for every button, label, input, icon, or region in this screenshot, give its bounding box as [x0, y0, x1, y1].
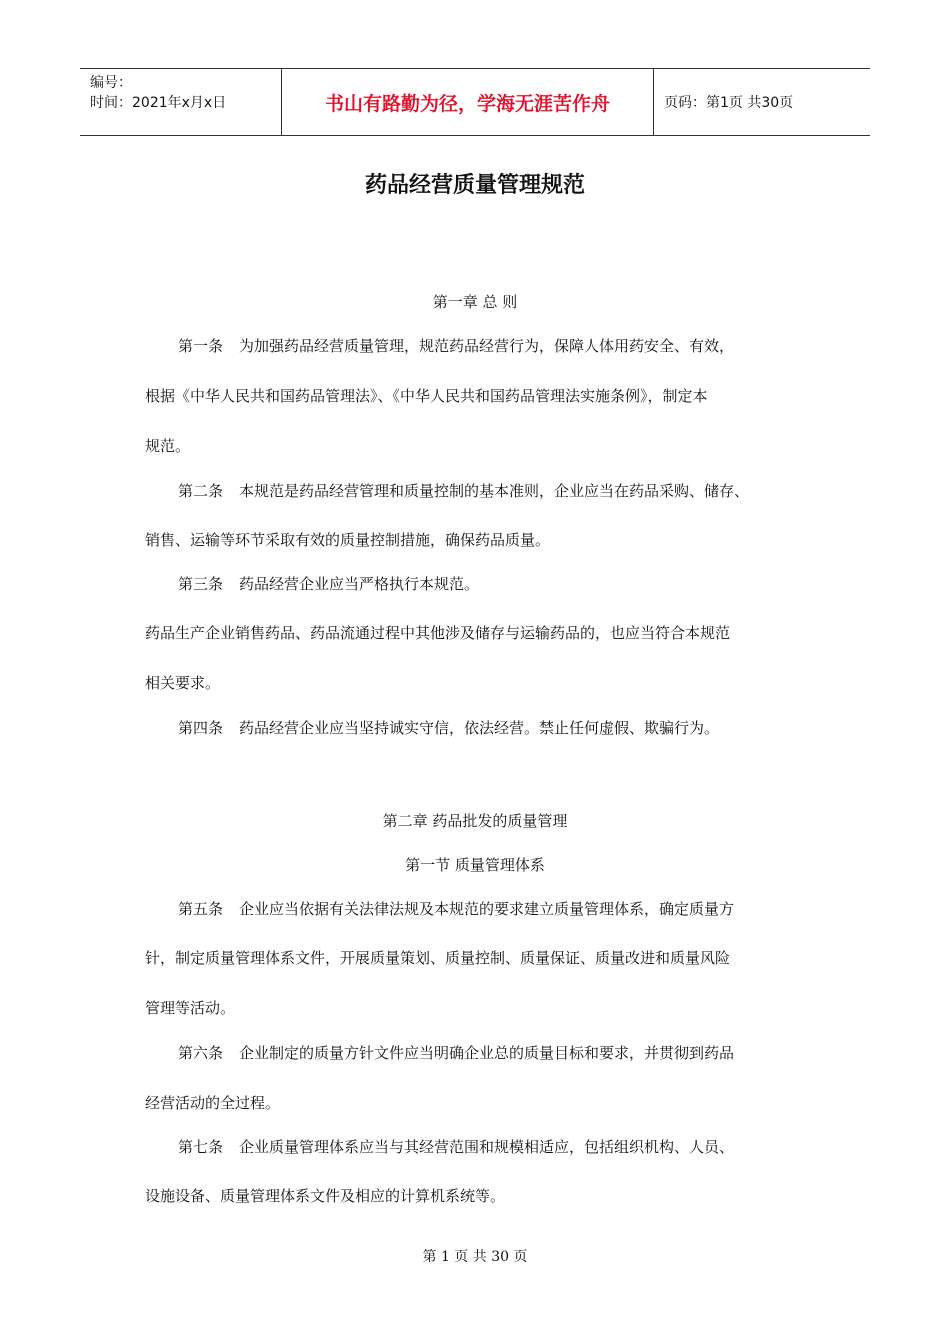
article-4-text: 药品经营企业应当坚持诚实守信，依法经营。禁止任何虚假、欺骗行为。	[239, 719, 720, 737]
document-title: 药品经营质量管理规范	[364, 173, 585, 198]
article-5-text: 企业应当依据有关法律法规及本规范的要求建立质量管理体系，确定质量方	[239, 900, 735, 918]
article-6-number: 第六条	[178, 1044, 224, 1062]
article-2-line-2: 销售、运输等环节采取有效的质量控制措施，确保药品质量。	[145, 531, 551, 549]
page-footer: 第 1 页 共 30 页	[422, 1249, 528, 1265]
article-3-line-3: 相关要求。	[145, 674, 221, 692]
article-7-text: 企业质量管理体系应当与其经营范围和规模相适应，包括组织机构、人员、	[239, 1138, 735, 1156]
article-1-line-1	[178, 335, 734, 356]
article-2-text: 本规范是药品经营管理和质量控制的基本准则，企业应当在药品采购、储存、	[239, 482, 750, 500]
header-meta	[80, 69, 281, 135]
article-5-line-3: 管理等活动。	[145, 999, 236, 1017]
article-3-number: 第三条	[178, 575, 224, 593]
article-3-line-2: 药品生产企业销售药品、药品流通过程中其他涉及储存与运输药品的，也应当符合本规范	[145, 624, 731, 642]
document-date: 时间：2021年x月x日	[90, 95, 227, 111]
article-5-line-1	[178, 898, 734, 919]
chapter-2-heading: 第二章 药品批发的质量管理	[382, 812, 568, 830]
header-page-info: 页码：第1页 共30页	[664, 95, 794, 111]
header-motto: 书山有路勤为径，学海无涯苦作舟	[281, 69, 654, 135]
article-1-line-3: 规范。	[145, 437, 191, 455]
article-4-line-1	[178, 717, 719, 738]
document-number-label: 编号：	[90, 75, 132, 91]
article-7-line-1	[178, 1136, 734, 1157]
article-6-text: 企业制定的质量方针文件应当明确企业总的质量目标和要求，并贯彻到药品	[239, 1044, 735, 1062]
article-1-line-2: 根据《中华人民共和国药品管理法》、《中华人民共和国药品管理法实施条例》，制定本	[145, 387, 708, 405]
article-7-number: 第七条	[178, 1138, 224, 1156]
article-2-line-1	[178, 480, 749, 501]
document-header	[80, 68, 870, 136]
chapter-1-heading: 第一章 总 则	[432, 293, 518, 311]
article-5-number: 第五条	[178, 900, 224, 918]
article-6-line-1	[178, 1042, 734, 1063]
article-5-line-2: 针，制定质量管理体系文件，开展质量策划、质量控制、质量保证、质量改进和质量风险	[145, 949, 731, 967]
article-1-number: 第一条	[178, 337, 224, 355]
article-4-number: 第四条	[178, 719, 224, 737]
article-2-number: 第二条	[178, 482, 224, 500]
article-6-line-2: 经营活动的全过程。	[145, 1094, 281, 1112]
article-3-text: 药品经营企业应当严格执行本规范。	[239, 575, 480, 593]
article-1-text: 为加强药品经营质量管理，规范药品经营行为，保障人体用药安全、有效，	[239, 337, 735, 355]
article-3-line-1	[178, 573, 479, 594]
section-1-heading: 第一节 质量管理体系	[405, 856, 545, 874]
article-7-line-2: 设施设备、质量管理体系文件及相应的计算机系统等。	[145, 1187, 506, 1205]
